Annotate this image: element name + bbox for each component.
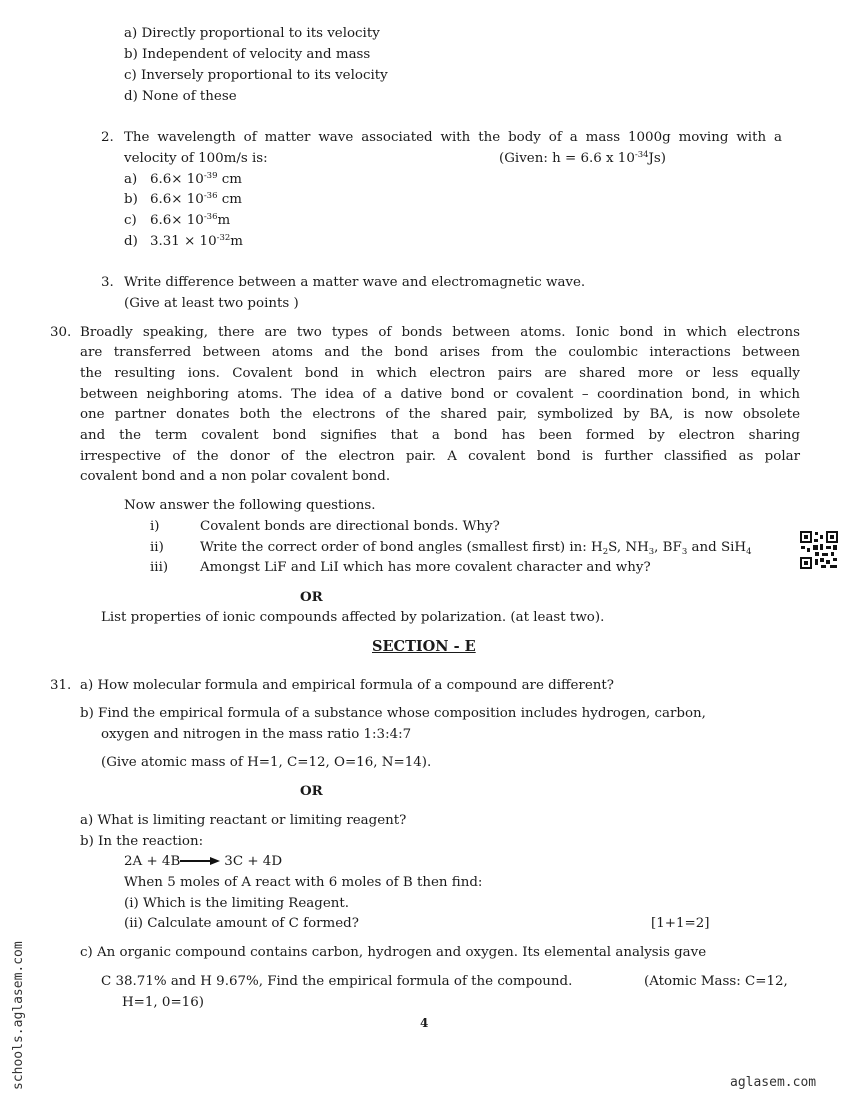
q31-part-b-line2: oxygen and nitrogen in the mass ratio 1:3:4:7 (101, 727, 412, 742)
q30-sub-ii: Write the correct order of bond angles (smallest first) in: $H_2S$, $NH_3$, $BF_3$ and SiH$_4$ (200, 540, 752, 557)
q29-option-b: b) Independent of velocity and mass (124, 47, 371, 62)
q29-2-option-d: d) $3.31 \times 10^{-32}m$ (124, 233, 243, 249)
q29-option-c: c) Inversely proportional to its velocity (124, 68, 388, 83)
q29-2-option-b: b) $6.6\times 10^{-36}$ cm (124, 191, 242, 207)
q29-3-line2: (Give at least two points ) (124, 296, 299, 311)
q29-3-number: 3. (101, 275, 114, 290)
q30-para-line: between neighboring atoms. The idea of a dative bond or covalent – coordination bond, in which (80, 387, 800, 402)
q31-when: When 5 moles of A react with 6 moles of B then find: (124, 875, 483, 890)
side-watermark: schools.aglasem.com (11, 941, 26, 1090)
q30-sub-i-number: i) (150, 519, 160, 534)
q29-2-number: 2. (101, 130, 114, 145)
q30-para-line: irrespective of the donor of the electron pair. A covalent bond is further classified as polar (80, 449, 800, 464)
q30-para-line: one partner donates both the electrons of the shared pair, symbolized by BA, is now obsolete (80, 407, 800, 422)
q30-sub-iii: Amongst LiF and LiI which has more covalent character and why? (200, 560, 651, 575)
qr-code-icon (799, 530, 839, 570)
q31-number: 31. (50, 678, 72, 693)
q30-para-last-line: covalent bond and a non polar covalent bond. (80, 469, 391, 484)
footer-watermark: aglasem.com (730, 1075, 817, 1090)
q30-para-line: are transferred between atoms and the bond arises from the coulombic interactions between (80, 345, 800, 360)
q30-alternative: List properties of ionic compounds affected by polarization. (at least two). (101, 610, 605, 625)
q29-2-line2: velocity of 100m/s is: (124, 151, 268, 166)
q29-2-given: (Given: h = 6.6 x $10^{-34}Js$) (499, 150, 667, 166)
q29-2-line1: The wavelength of matter wave associated with the body of a mass 1000g moving with a (124, 130, 782, 145)
q29-option-d: d) None of these (124, 89, 237, 104)
reaction-arrow-icon (180, 856, 220, 866)
q31-or: OR (300, 783, 323, 799)
q30-or: OR (300, 589, 323, 605)
q31-part-b-given: (Give atomic mass of H=1, C=12, O=16, N=14). (101, 755, 432, 770)
q30-para-line: Broadly speaking, there are two types of bonds between atoms. Ionic bond in which electrons (80, 325, 800, 340)
q31-part-a: a) How molecular formula and empirical formula of a compound are different? (80, 678, 614, 693)
q31-marks: [1+1=2] (651, 916, 710, 931)
q30-sub-ii-number: ii) (150, 540, 164, 555)
page-number: 4 (420, 1016, 429, 1030)
q31-part-c-atomic: (Atomic Mass: C=12, (644, 974, 788, 989)
section-heading: SECTION - E (372, 638, 476, 655)
q29-3-line1: Write difference between a matter wave and electromagnetic wave. (124, 275, 586, 290)
q30-number: 30. (50, 325, 72, 340)
q30-sub-i: Covalent bonds are directional bonds. Why? (200, 519, 500, 534)
q31-reaction: 2A + 4B 3C + 4D (124, 854, 283, 869)
q30-para-line: and the term covalent bond signifies that a bond has been formed by electron sharing (80, 428, 800, 443)
q30-para-line: the resulting ions. Covalent bond in which electron pairs are shared more or less equally (80, 366, 800, 381)
q31-part-c-atomic-cont: H=1, 0=16) (122, 995, 204, 1010)
q31-alt-b: b) In the reaction: (80, 834, 204, 849)
q29-2-option-c: c) $6.6\times 10^{-36}m$ (124, 212, 231, 228)
q30-intro: Now answer the following questions. (124, 498, 376, 513)
q31-part-c-data: C 38.71% and H 9.67%, Find the empirical formula of the compound. (101, 974, 573, 989)
q29-option-a: a) Directly proportional to its velocity (124, 26, 380, 41)
q31-part-i: (i) Which is the limiting Reagent. (124, 896, 350, 911)
q31-part-ii: (ii) Calculate amount of C formed? (124, 916, 359, 931)
q29-2-option-a: a) $6.6\times 10^{-39}$ cm (124, 171, 242, 187)
q31-part-b-line1: b) Find the empirical formula of a substance whose composition includes hydrogen, carbon, (80, 706, 706, 721)
q30-sub-iii-number: iii) (150, 560, 169, 575)
q31-part-c: c) An organic compound contains carbon, hydrogen and oxygen. Its elemental analysis gave (80, 945, 707, 960)
q31-alt-a: a) What is limiting reactant or limiting reagent? (80, 813, 407, 828)
